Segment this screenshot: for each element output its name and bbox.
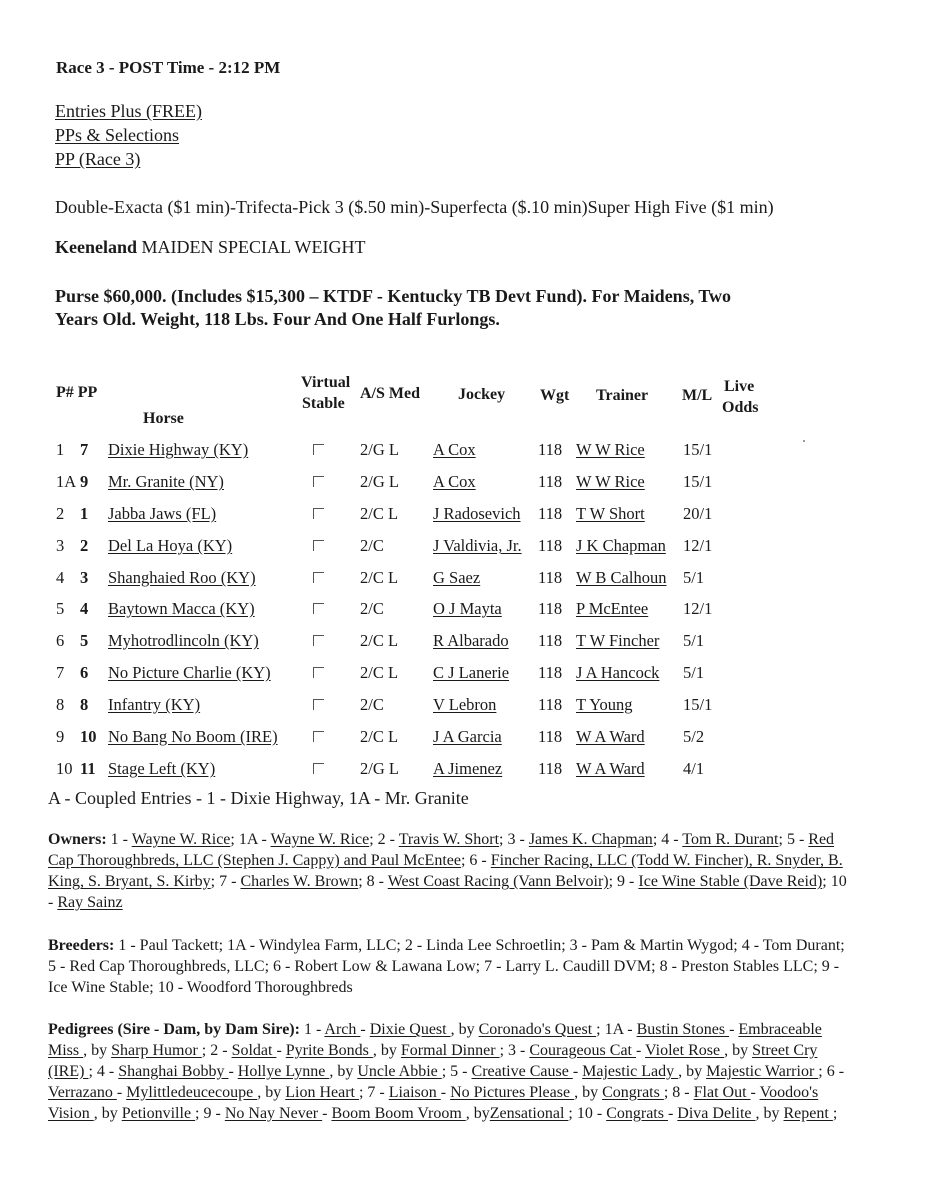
entry-weight: 118 [538, 631, 563, 650]
owner-link[interactable]: Charles W. Brown [240, 873, 359, 890]
virtual-stable-checkbox[interactable] [313, 444, 324, 455]
pedigree-text: , by [83, 1042, 112, 1059]
entry-jockey-link[interactable]: O J Mayta [433, 599, 502, 618]
entry-post-position: 7 [80, 440, 89, 459]
pedigree-link[interactable]: Street Cry (IRE) [48, 1042, 818, 1080]
owner-text: ; 9 - [608, 873, 639, 890]
links-block [55, 99, 202, 171]
pedigree-link[interactable]: Repent [783, 1105, 833, 1122]
entry-trainer-link[interactable]: J K Chapman [576, 536, 666, 555]
virtual-stable-checkbox[interactable] [313, 603, 324, 614]
pedigree-text: - [636, 1042, 646, 1059]
pedigree-text: , by [329, 1063, 358, 1080]
owner-link[interactable]: Travis W. Short [398, 831, 500, 848]
entry-age-sex-med: 2/C [360, 599, 384, 618]
pedigree-link[interactable]: Coronado's Quest [478, 1021, 597, 1038]
owner-link[interactable]: Ice Wine Stable (Dave Reid) [638, 873, 823, 890]
pedigree-text: - [116, 1084, 127, 1101]
pedigree-link[interactable]: Formal Dinner [400, 1042, 500, 1059]
owner-text: ; 1A - [230, 831, 271, 848]
pedigree-link[interactable]: Soldat [231, 1042, 277, 1059]
entry-trainer-link[interactable]: T W Short [576, 504, 645, 523]
entry-age-sex-med: 2/C L [360, 631, 399, 650]
entry-post-position: 3 [80, 568, 89, 587]
pedigree-text: - [228, 1063, 238, 1080]
entry-program-number: 9 [56, 727, 65, 746]
pedigree-text: ; 7 - [358, 1084, 389, 1101]
entry-post-position: 10 [80, 727, 97, 746]
entry-horse-link[interactable]: Mr. Granite (NY) [108, 472, 224, 491]
breeders-paragraph [48, 935, 848, 998]
entry-jockey-link[interactable]: G Saez [433, 568, 481, 587]
pedigree-link[interactable]: Creative Cause [471, 1063, 573, 1080]
entry-jockey-link[interactable]: J Radosevich [433, 504, 521, 523]
entry-morning-line: 12/1 [683, 599, 713, 618]
pedigree-link[interactable]: Shanghai Bobby [118, 1063, 229, 1080]
entry-post-position: 11 [80, 759, 96, 778]
pedigree-text: - [667, 1105, 678, 1122]
entry-morning-line: 4/1 [683, 759, 705, 778]
pedigree-link[interactable]: Majestic Warrior [706, 1063, 819, 1080]
entries-plus-link[interactable]: Entries Plus (FREE) [55, 101, 202, 121]
entry-post-position: 6 [80, 663, 89, 682]
pedigree-link[interactable]: Congrats [602, 1084, 664, 1101]
track-line [55, 237, 366, 258]
pedigree-link[interactable]: Zensational [489, 1105, 569, 1122]
entry-horse-link[interactable]: Infantry (KY) [108, 695, 201, 714]
entry-horse-link[interactable]: Jabba Jaws (FL) [108, 504, 217, 523]
pps-selections-link[interactable]: PPs & Selections [55, 125, 180, 145]
entry-horse-link[interactable]: Dixie Highway (KY) [108, 440, 249, 459]
entry-age-sex-med: 2/C [360, 536, 384, 555]
owner-text: ; 8 - [358, 873, 388, 890]
pedigree-text: , by [450, 1021, 479, 1038]
pedigree-link[interactable]: Hollye Lynne [237, 1063, 330, 1080]
entry-weight: 118 [538, 695, 563, 714]
entry-age-sex-med: 2/G L [360, 472, 399, 491]
entry-jockey-link[interactable]: R Albarado [433, 631, 509, 650]
virtual-stable-checkbox[interactable] [313, 667, 324, 678]
scan-dot [803, 440, 805, 442]
pedigrees-paragraph [48, 1019, 848, 1124]
header-jockey: Jockey [458, 386, 506, 403]
virtual-stable-checkbox[interactable] [313, 635, 324, 646]
virtual-stable-checkbox[interactable] [313, 476, 324, 487]
virtual-stable-checkbox[interactable] [313, 731, 324, 742]
entry-morning-line: 20/1 [683, 504, 713, 523]
table-row [0, 727, 927, 751]
pedigree-text: - [360, 1021, 370, 1038]
breeders-list: 1 - Paul Tackett; 1A - Windylea Farm, LLC; 2 - Linda Lee Schroetlin; 3 - Pam & Martin Wygod; 4 - Tom Durant; 5 - Red Cap Thoroughbreds, LLC; 6 - Robert Low & Lawana Low; 7 - Larry L. Caudill DVM; 8 - Preston Stables LLC; 9 - Ice Wine Stable; 10 - Woodford Thoroughbreds [48, 937, 845, 996]
table-row [0, 472, 927, 496]
pedigree-text: , by [724, 1042, 753, 1059]
pedigree-text: , by [257, 1084, 286, 1101]
owner-link[interactable]: Wayne W. Rice [131, 831, 231, 848]
entry-trainer-link[interactable]: W A Ward [576, 727, 645, 746]
table-row [0, 536, 927, 560]
entry-post-position: 2 [80, 536, 89, 555]
entry-jockey-link[interactable]: J Valdivia, Jr. [433, 536, 522, 555]
pedigree-text: - [440, 1084, 451, 1101]
owner-text: ; 4 - [652, 831, 683, 848]
entry-program-number: 4 [56, 568, 65, 587]
pedigree-link[interactable]: Lion Heart [285, 1084, 359, 1101]
pedigree-link[interactable]: Boom Boom Vroom [331, 1105, 466, 1122]
pedigree-text: 1 - [299, 1021, 325, 1038]
pedigree-link[interactable]: No Nay Never [224, 1105, 323, 1122]
pedigree-text: - [322, 1105, 332, 1122]
entry-trainer-link[interactable]: W B Calhoun [576, 568, 667, 587]
entry-trainer-link[interactable]: T Young [576, 695, 633, 714]
owner-link[interactable]: Ray Sainz [57, 894, 123, 911]
owner-link[interactable]: Red Cap Thoroughbreds, LLC (Stephen J. Cappy) and Paul McEntee [48, 831, 835, 869]
pedigree-text: ; [832, 1105, 838, 1122]
pedigree-link[interactable]: Violet Rose [645, 1042, 725, 1059]
entry-program-number: 3 [56, 536, 65, 555]
entry-morning-line: 15/1 [683, 440, 713, 459]
entry-jockey-link[interactable]: C J Lanerie [433, 663, 510, 682]
entry-morning-line: 5/1 [683, 663, 705, 682]
owner-text: ; 7 - [210, 873, 241, 890]
owners-list [48, 831, 847, 911]
entry-post-position: 9 [80, 472, 89, 491]
table-row [0, 504, 927, 528]
wager-line: Double-Exacta ($1 min)-Trifecta-Pick 3 ($.50 min)-Superfecta ($.10 min)Super High Five ($1 min) [55, 197, 774, 217]
pedigree-text: ; 1A - [596, 1021, 637, 1038]
entry-horse-link[interactable]: No Picture Charlie (KY) [108, 663, 271, 682]
pedigree-link[interactable]: Congrats [606, 1105, 668, 1122]
pp-race-link[interactable]: PP (Race 3) [55, 149, 141, 169]
pedigree-link[interactable]: Mylittledeucecoupe [126, 1084, 258, 1101]
header-pnum-pp: P# PP [56, 384, 98, 401]
pedigree-text: ; 5 - [441, 1063, 472, 1080]
table-row [0, 599, 927, 623]
pedigree-text: ; 6 - [818, 1063, 845, 1080]
entry-morning-line: 15/1 [683, 472, 713, 491]
breeders-label: Breeders: [48, 937, 115, 954]
table-row [0, 631, 927, 655]
owner-text: ; 2 - [369, 831, 399, 848]
owner-link[interactable]: Wayne W. Rice [270, 831, 370, 848]
virtual-stable-checkbox[interactable] [313, 540, 324, 551]
pedigree-text: , by [93, 1105, 122, 1122]
header-live: Live [724, 378, 755, 395]
pedigree-link[interactable]: Embraceable Miss [48, 1021, 822, 1059]
pedigree-link[interactable]: Uncle Abbie [357, 1063, 442, 1080]
entry-post-position: 8 [80, 695, 89, 714]
virtual-stable-checkbox[interactable] [313, 508, 324, 519]
race-type: MAIDEN SPECIAL WEIGHT [141, 237, 366, 257]
race-title: Race 3 - POST Time - 2:12 PM [56, 58, 281, 77]
pedigrees-label: Pedigrees (Sire - Dam, by Dam Sire): [48, 1021, 300, 1038]
owner-link[interactable]: James K. Chapman [528, 831, 653, 848]
pedigree-text: ; 2 - [201, 1042, 232, 1059]
pedigree-text: ; 10 - [568, 1105, 607, 1122]
entry-morning-line: 15/1 [683, 695, 713, 714]
owner-text: ; 3 - [499, 831, 529, 848]
purse-line-2: Years Old. Weight, 118 Lbs. Four And One Half Furlongs. [55, 309, 500, 329]
entry-weight: 118 [538, 504, 563, 523]
entry-horse-link[interactable]: Myhotrodlincoln (KY) [108, 631, 259, 650]
table-row [0, 695, 927, 719]
pedigree-link[interactable]: Verrazano [48, 1084, 117, 1101]
pedigree-text: - [572, 1063, 583, 1080]
entry-morning-line: 5/1 [683, 631, 705, 650]
entry-age-sex-med: 2/C L [360, 663, 399, 682]
pedigree-text: ; 3 - [499, 1042, 530, 1059]
entry-trainer-link[interactable]: P McEntee [576, 599, 649, 618]
entry-post-position: 4 [80, 599, 89, 618]
entry-weight: 118 [538, 727, 563, 746]
entry-program-number: 1A [56, 472, 77, 491]
pedigree-text: - [276, 1042, 286, 1059]
entry-age-sex-med: 2/G L [360, 759, 399, 778]
entry-jockey-link[interactable]: V Lebron [433, 695, 497, 714]
entry-trainer-link[interactable]: W W Rice [576, 440, 645, 459]
table-row [0, 568, 927, 592]
entry-weight: 118 [538, 599, 563, 618]
header-ml: M/L [682, 387, 713, 404]
entry-horse-link[interactable]: No Bang No Boom (IRE) [108, 727, 278, 746]
entry-jockey-link[interactable]: J A Garcia [433, 727, 502, 746]
header-wgt: Wgt [540, 387, 570, 404]
entry-trainer-link[interactable]: T W Fincher [576, 631, 660, 650]
pedigree-link[interactable]: Sharp Humor [111, 1042, 202, 1059]
entry-program-number: 8 [56, 695, 65, 714]
header-horse: Horse [143, 410, 184, 427]
coupled-entries: A - Coupled Entries - 1 - Dixie Highway, 1A - Mr. Granite [48, 788, 469, 808]
table-row [0, 440, 927, 464]
entry-trainer-link[interactable]: J A Hancock [576, 663, 660, 682]
entry-horse-link[interactable]: Shanghaied Roo (KY) [108, 568, 256, 587]
pedigree-text: , by [465, 1105, 490, 1122]
entry-age-sex-med: 2/C L [360, 568, 399, 587]
entry-program-number: 10 [56, 759, 73, 778]
owner-text: ; 10 - [48, 873, 847, 911]
header-trainer: Trainer [596, 387, 649, 404]
entry-horse-link[interactable]: Stage Left (KY) [108, 759, 216, 778]
entry-program-number: 7 [56, 663, 65, 682]
pedigree-link[interactable]: Diva Delite [677, 1105, 756, 1122]
entry-age-sex-med: 2/G L [360, 440, 399, 459]
virtual-stable-checkbox[interactable] [313, 763, 324, 774]
entry-trainer-link[interactable]: W W Rice [576, 472, 645, 491]
owners-label: Owners: [48, 831, 107, 848]
pedigree-link[interactable]: Voodoo's Vision [48, 1084, 819, 1122]
entry-program-number: 5 [56, 599, 65, 618]
pedigree-text: , by [372, 1042, 401, 1059]
entry-jockey-link[interactable]: A Cox [433, 440, 476, 459]
pedigree-text: , by [678, 1063, 707, 1080]
header-odds: Odds [722, 399, 759, 416]
pedigree-text: , by [755, 1105, 784, 1122]
entry-morning-line: 5/2 [683, 727, 705, 746]
virtual-stable-checkbox[interactable] [313, 572, 324, 583]
pedigree-link[interactable]: No Pictures Please [450, 1084, 575, 1101]
entry-program-number: 2 [56, 504, 65, 523]
entry-post-position: 1 [80, 504, 89, 523]
entry-trainer-link[interactable]: W A Ward [576, 759, 645, 778]
entry-weight: 118 [538, 568, 563, 587]
entry-jockey-link[interactable]: A Cox [433, 472, 476, 491]
track-name: Keeneland [55, 237, 138, 257]
owner-text: ; 6 - [460, 852, 491, 869]
purse-line-1: Purse $60,000. (Includes $15,300 – KTDF - Kentucky TB Devt Fund). For Maidens, Two [55, 286, 732, 306]
owner-link[interactable]: Fincher Racing, LLC (Todd W. Fincher), R. Snyder, B. King, S. Bryant, S. Kirby [48, 852, 843, 890]
entry-program-number: 6 [56, 631, 65, 650]
table-row [0, 663, 927, 687]
entry-morning-line: 12/1 [683, 536, 713, 555]
owner-link[interactable]: West Coast Racing (Vann Belvoir) [387, 873, 609, 890]
pedigree-link[interactable]: Arch [324, 1021, 361, 1038]
header-stable: Stable [302, 395, 345, 412]
pedigree-link[interactable]: Flat Out [693, 1084, 751, 1101]
header-virtual: Virtual [301, 374, 351, 391]
pedigree-link[interactable]: Majestic Lady [582, 1063, 679, 1080]
pedigree-link[interactable]: Dixie Quest [369, 1021, 451, 1038]
entry-jockey-link[interactable]: A Jimenez [433, 759, 503, 778]
owner-text: 1 - [106, 831, 132, 848]
pedigree-text: , by [574, 1084, 603, 1101]
owner-link[interactable]: Tom R. Durant [682, 831, 779, 848]
entry-weight: 118 [538, 759, 563, 778]
entry-weight: 118 [538, 472, 563, 491]
table-row [0, 759, 927, 783]
entry-program-number: 1 [56, 440, 65, 459]
entry-age-sex-med: 2/C [360, 695, 384, 714]
pedigree-text: ; 8 - [663, 1084, 694, 1101]
entry-weight: 118 [538, 536, 563, 555]
entry-age-sex-med: 2/C L [360, 504, 399, 523]
pedigree-link[interactable]: Pyrite Bonds [285, 1042, 373, 1059]
pedigree-text: ; 9 - [195, 1105, 225, 1122]
pedigree-text: - [750, 1084, 760, 1101]
owners-paragraph [48, 829, 848, 913]
entry-weight: 118 [538, 663, 563, 682]
header-as-med: A/S Med [360, 385, 420, 402]
pedigree-link[interactable]: Courageous Cat [529, 1042, 636, 1059]
pedigree-link[interactable]: Liaison [388, 1084, 441, 1101]
entry-horse-link[interactable]: Baytown Macca (KY) [108, 599, 255, 618]
entry-morning-line: 5/1 [683, 568, 705, 587]
pedigree-text: - [729, 1021, 739, 1038]
entry-horse-link[interactable]: Del La Hoya (KY) [108, 536, 233, 555]
entry-age-sex-med: 2/C L [360, 727, 399, 746]
owner-text: ; 5 - [778, 831, 809, 848]
pedigree-link[interactable]: Bustin Stones [636, 1021, 730, 1038]
entry-post-position: 5 [80, 631, 89, 650]
virtual-stable-checkbox[interactable] [313, 699, 324, 710]
pedigree-link[interactable]: Petionville [121, 1105, 196, 1122]
entry-weight: 118 [538, 440, 563, 459]
purse-conditions [55, 285, 875, 331]
pedigree-text: ; 4 - [88, 1063, 119, 1080]
